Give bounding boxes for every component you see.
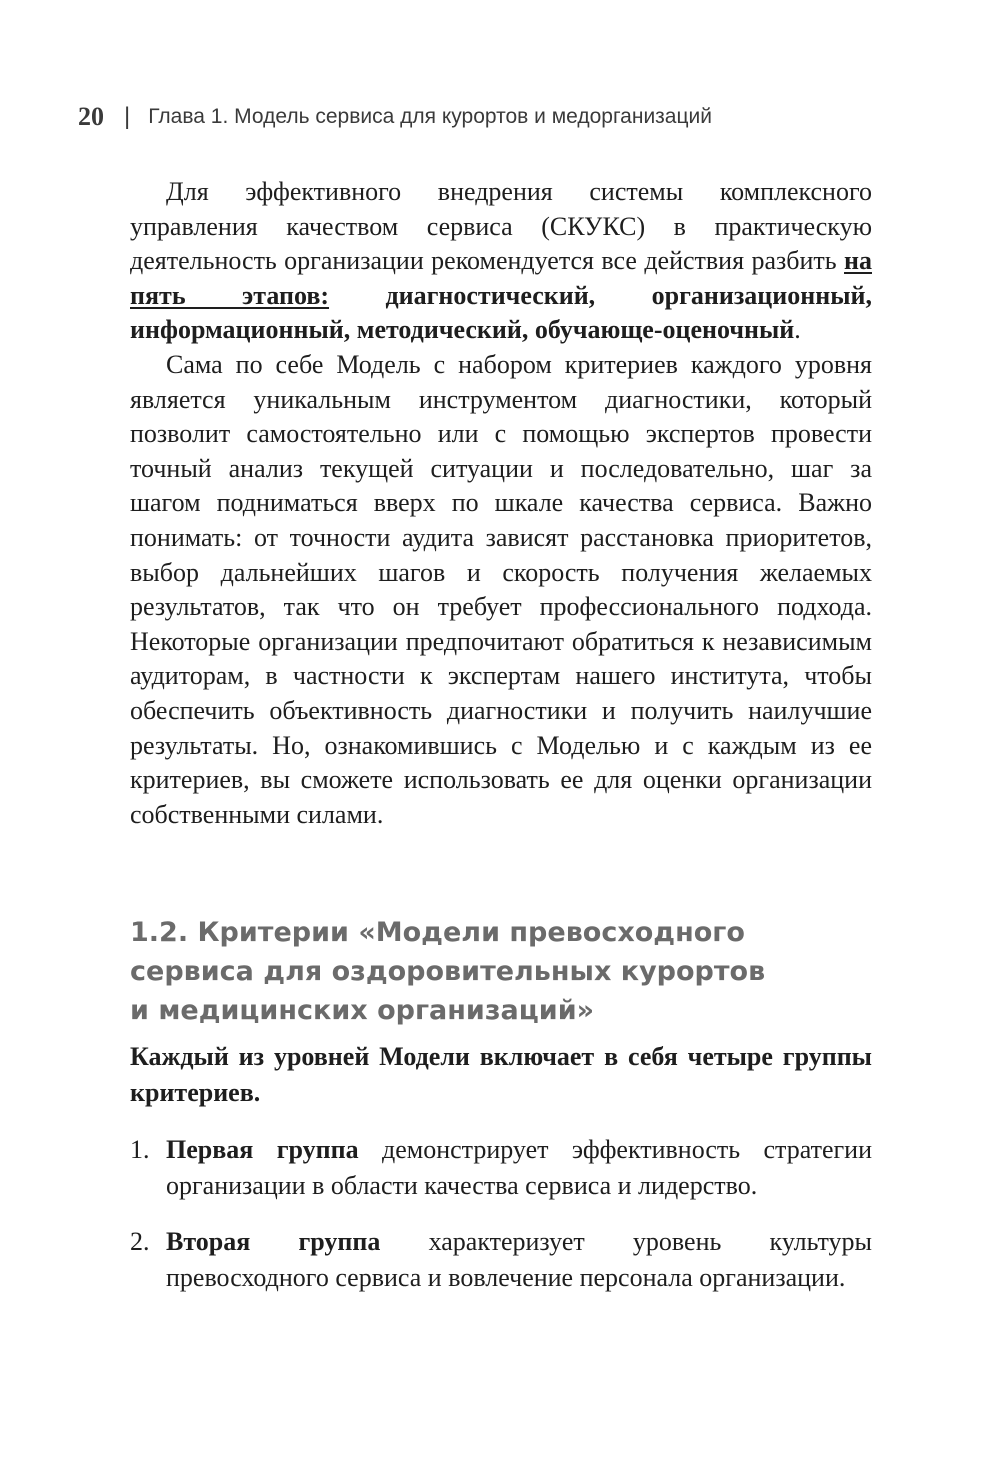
running-header: [78, 100, 712, 134]
paragraph-model-diagnostics: Сама по себе Модель с набором критериев каждого уровня является уникальным инструментом диагностики, который позволит самостоятельно или с помощью экспертов провести точный анализ текущей ситуации и последовательно, шаг за шагом подниматься вверх по шкале качества сервиса. Важно понимать: от точности аудита зависят расстановка приоритетов, выбор дальнейших шагов и скорость получения желаемых результатов, так что он требует профессионального подхода. Некоторые организации предпочитают обратиться к независимым аудиторам, в частности к экспертам нашего института, чтобы обеспечить объективность диагностики и получить наилучшие результаты. Но, ознакомившись с Моделью и с каждым из ее критериев, вы сможете использовать ее для оценки организации собственными силами.: [130, 350, 872, 829]
list-item: [130, 1224, 872, 1296]
page-number: 20: [78, 102, 104, 131]
section-heading: [130, 913, 890, 1030]
list-item: [130, 1132, 872, 1204]
paragraph-stages: [130, 175, 872, 348]
criteria-list: [130, 1132, 872, 1316]
list-item-bold: Первая группа: [166, 1135, 359, 1164]
section-heading-line: 1.2. Критерии «Модели превосходного: [130, 917, 745, 948]
header-separator: |: [124, 103, 131, 130]
list-item-body: демонстрирует эффективность стратегии организации в области качества сервиса и лидерство.: [166, 1135, 872, 1200]
paragraph-end: .: [794, 315, 801, 345]
bold-phrase: диагностический, организационный, информационный, методический, обучающе-оценочный: [130, 280, 872, 345]
list-item-number: 2.: [130, 1227, 150, 1256]
list-item-bold: Вторая группа: [166, 1227, 381, 1256]
underlined-phrase: на пять этапов:: [130, 246, 872, 310]
section-heading-line: и медицинских организаций»: [130, 995, 595, 1026]
list-item-text: [166, 1224, 872, 1296]
list-item-text: [166, 1132, 872, 1204]
paragraph-text: Для эффективного внедрения системы комплексного управления качеством сервиса (СКУКС) в практическую деятельность организации рекомендуется все действия разбить: [130, 177, 872, 276]
list-item-body: характеризует уровень культуры превосходного сервиса и вовлечение персонала организации.: [166, 1227, 873, 1292]
section-intro: Каждый из уровней Модели включает в себя четыре группы критериев.: [130, 1042, 872, 1107]
section-heading-line: сервиса для оздоровительных курортов: [130, 956, 766, 987]
list-item-number: 1.: [130, 1135, 150, 1164]
chapter-title: Глава 1. Модель сервиса для курортов и медорганизаций: [148, 105, 712, 128]
